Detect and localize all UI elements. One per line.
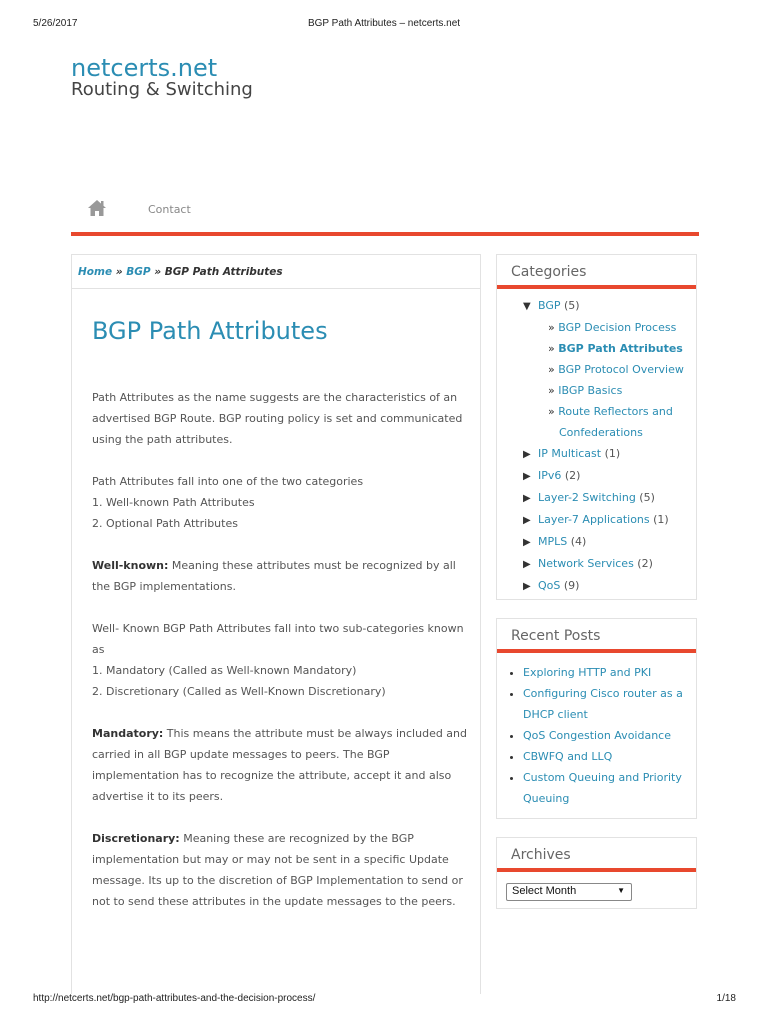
term-text: Meaning these are recognized by the BGP implementation but may or may not be sent in a specific Update message. Its up to the discretion of BGP Implementation to send or not to send these attributes in the update messages to the peers.: [92, 832, 463, 908]
site-tagline: Routing & Switching: [71, 79, 253, 100]
recent-post-link[interactable]: CBWFQ and LLQ: [523, 750, 613, 763]
recent-post-link[interactable]: QoS Congestion Avoidance: [523, 729, 671, 742]
category-item: [523, 465, 696, 487]
term-label: Discretionary:: [92, 832, 180, 845]
recent-post-item: [523, 662, 686, 683]
recent-posts-list: [497, 653, 696, 809]
widget-title: Recent Posts: [497, 619, 696, 653]
article-paragraph: Path Attributes as the name suggests are the characteristics of an advertised BGP Route. BGP routing policy is set and communicated using the path attributes.: [92, 391, 463, 446]
category-item: [523, 443, 696, 465]
recent-post-link[interactable]: Exploring HTTP and PKI: [523, 666, 652, 679]
article-paragraph: [92, 828, 472, 912]
category-count: (5): [635, 491, 655, 504]
collapsed-triangle-icon[interactable]: ▶: [523, 449, 531, 460]
category-count: (5): [560, 299, 580, 312]
term-label: Well-known:: [92, 559, 169, 572]
recent-post-link[interactable]: Custom Queuing and Priority Queuing: [523, 771, 682, 805]
article-body: [92, 387, 472, 933]
subcategory-list: [523, 317, 696, 443]
article-paragraph: [92, 471, 472, 534]
category-count: (2): [561, 469, 581, 482]
article-line: Well- Known BGP Path Attributes fall into two sub-categories known as: [92, 622, 464, 656]
raquo-icon: »: [548, 405, 559, 418]
category-item: [523, 575, 696, 597]
subcategory-link[interactable]: Route Reflectors and Confederations: [558, 405, 673, 439]
widget-title: Archives: [497, 838, 696, 872]
term-text: This means the attribute must be always included and carried in all BGP update messages to peers. The BGP implementation has to recognize the attribute, accept it and also advertise it to its peers.: [92, 727, 468, 803]
recent-post-item: [523, 725, 686, 746]
subcategory-item: [548, 317, 696, 338]
subcategory-link[interactable]: BGP Protocol Overview: [558, 363, 684, 376]
subcategory-link[interactable]: BGP Path Attributes: [558, 342, 683, 355]
home-icon[interactable]: [87, 199, 107, 217]
expanded-triangle-icon[interactable]: ▼: [523, 301, 531, 312]
categories-widget: [496, 254, 697, 600]
category-item: [523, 553, 696, 575]
article-paragraph: [92, 618, 472, 702]
collapsed-triangle-icon[interactable]: ▶: [523, 493, 531, 504]
category-item: [523, 509, 696, 531]
archive-month-select[interactable]: [506, 883, 632, 901]
category-link[interactable]: Layer-2 Switching: [538, 491, 636, 504]
archives-widget: [496, 837, 697, 909]
archive-select-value: Select Month: [512, 885, 577, 897]
term-text: Meaning these attributes must be recognized by all the BGP implementations.: [92, 559, 456, 593]
breadcrumb-bgp-link[interactable]: BGP: [126, 266, 151, 278]
chevron-down-icon: ▼: [617, 886, 625, 895]
subcategory-link[interactable]: IBGP Basics: [558, 384, 623, 397]
collapsed-triangle-icon[interactable]: ▶: [523, 559, 531, 570]
category-count: (9): [560, 579, 580, 592]
breadcrumb-separator: »: [150, 266, 165, 278]
category-link[interactable]: BGP: [538, 299, 561, 312]
print-page-number: 1/18: [716, 993, 736, 1004]
raquo-icon: »: [548, 363, 559, 376]
collapsed-triangle-icon[interactable]: ▶: [523, 537, 531, 548]
recent-post-item: [523, 767, 686, 809]
print-url: http://netcerts.net/bgp-path-attributes-and-the-decision-process/: [33, 993, 316, 1004]
recent-posts-widget: [496, 618, 697, 819]
main-nav: [71, 196, 699, 236]
article-paragraph: [92, 723, 472, 807]
category-count: (1): [649, 513, 669, 526]
raquo-icon: »: [548, 384, 559, 397]
category-link[interactable]: MPLS: [538, 535, 568, 548]
subcategory-link[interactable]: BGP Decision Process: [558, 321, 677, 334]
subcategory-item: [548, 401, 696, 443]
category-link[interactable]: IPv6: [538, 469, 562, 482]
breadcrumb-current: BGP Path Attributes: [164, 266, 283, 278]
collapsed-triangle-icon[interactable]: ▶: [523, 515, 531, 526]
article-line: 1. Mandatory (Called as Well-known Mandatory): [92, 664, 357, 677]
category-link[interactable]: Layer-7 Applications: [538, 513, 650, 526]
article-line: 1. Well-known Path Attributes: [92, 496, 255, 509]
collapsed-triangle-icon[interactable]: ▶: [523, 471, 531, 482]
collapsed-triangle-icon[interactable]: ▶: [523, 581, 531, 592]
recent-post-item: [523, 746, 686, 767]
category-link[interactable]: QoS: [538, 579, 561, 592]
page-title: BGP Path Attributes: [92, 317, 328, 345]
breadcrumb: [72, 255, 480, 289]
site-title[interactable]: netcerts.net: [71, 54, 218, 82]
term-label: Mandatory:: [92, 727, 164, 740]
article-line: 2. Optional Path Attributes: [92, 517, 238, 530]
raquo-icon: »: [548, 342, 559, 355]
subcategory-item: [548, 380, 696, 401]
category-item-bgp: [523, 295, 696, 443]
raquo-icon: »: [548, 321, 559, 334]
print-date: 5/26/2017: [33, 18, 78, 29]
category-link[interactable]: IP Multicast: [538, 447, 602, 460]
breadcrumb-home-link[interactable]: Home: [78, 266, 113, 278]
widget-title: Categories: [497, 255, 696, 289]
category-count: (1): [601, 447, 621, 460]
recent-post-link[interactable]: Configuring Cisco router as a DHCP client: [523, 687, 683, 721]
print-header: [0, 18, 768, 32]
category-item: [523, 487, 696, 509]
print-title: BGP Path Attributes – netcerts.net: [307, 18, 461, 29]
breadcrumb-separator: »: [112, 266, 127, 278]
category-count: (4): [567, 535, 587, 548]
subcategory-item-active: [548, 338, 696, 359]
article-line: 2. Discretionary (Called as Well-Known Discretionary): [92, 685, 386, 698]
category-count: (2): [633, 557, 653, 570]
nav-contact-link[interactable]: Contact: [148, 203, 191, 216]
category-list: [497, 289, 696, 597]
main-content: [71, 254, 481, 994]
article-paragraph: [92, 555, 472, 597]
article-line: Path Attributes fall into one of the two categories: [92, 475, 364, 488]
category-link[interactable]: Network Services: [538, 557, 634, 570]
category-item: [523, 531, 696, 553]
subcategory-item: [548, 359, 696, 380]
recent-post-item: [523, 683, 686, 725]
